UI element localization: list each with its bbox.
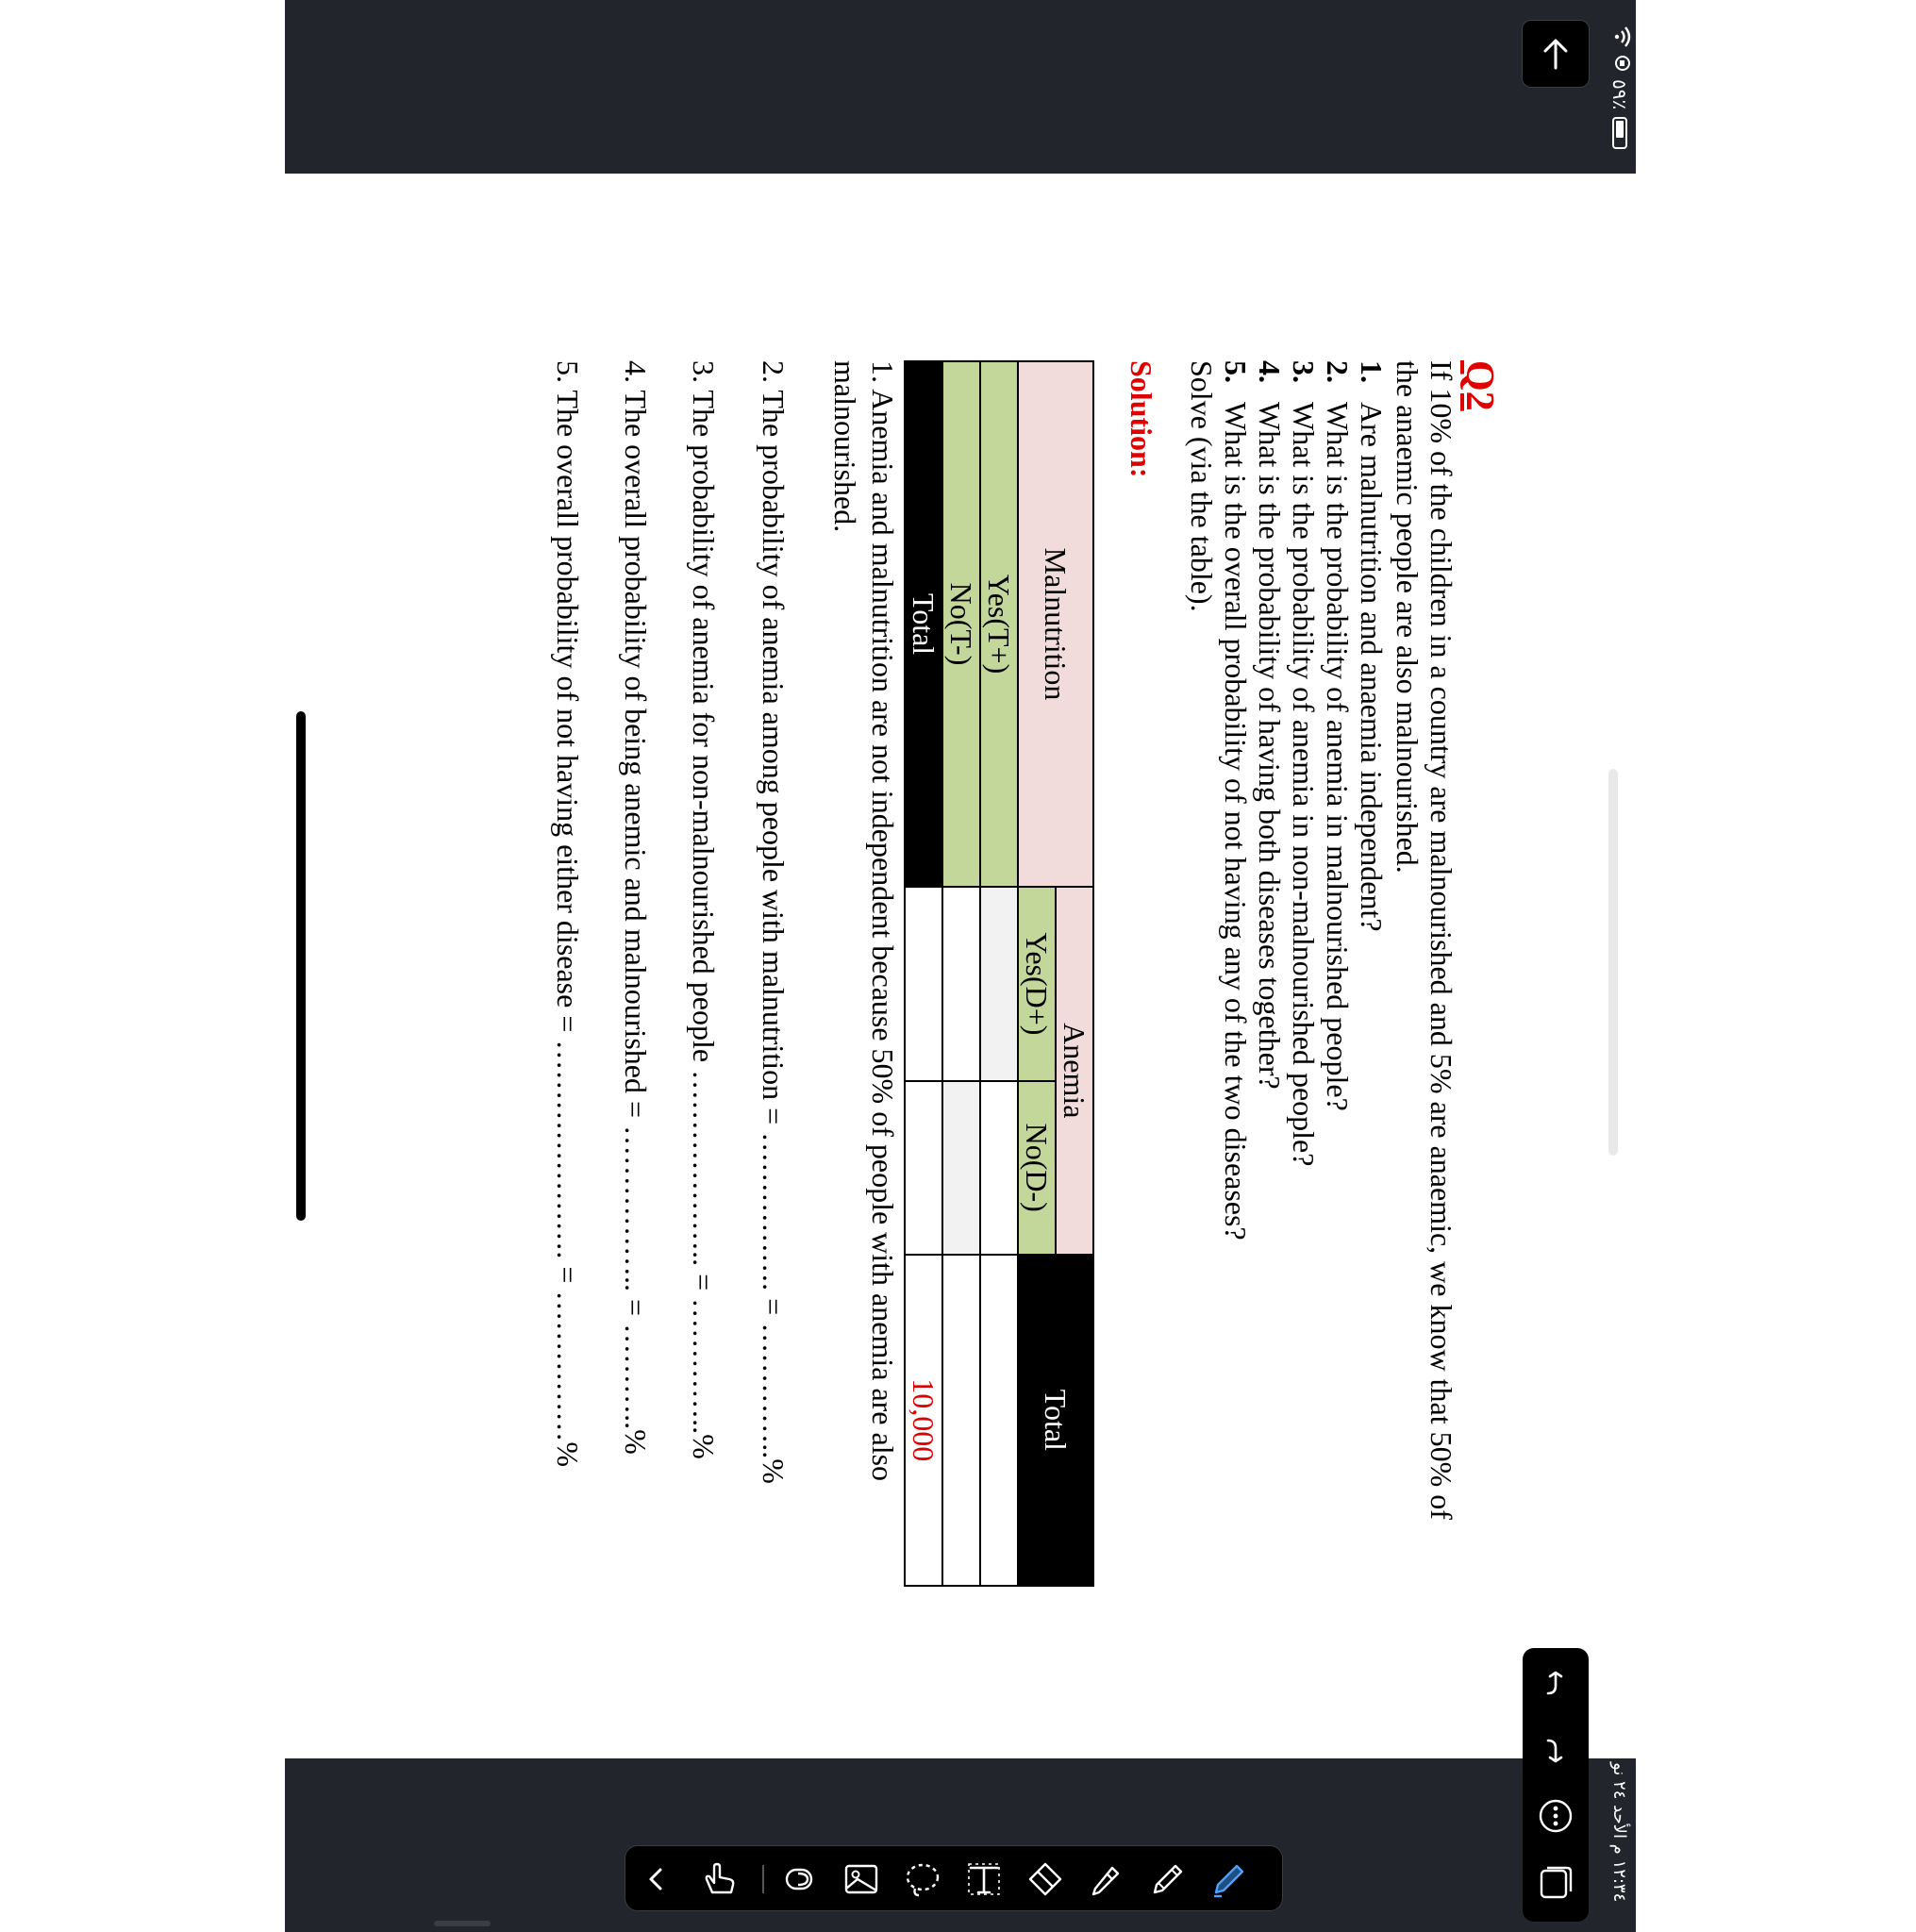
chevron-left-icon	[646, 1866, 665, 1892]
shape-lasso-tool[interactable]	[779, 1858, 821, 1900]
text-tool[interactable]	[963, 1858, 1005, 1900]
wifi-icon	[1608, 26, 1631, 47]
col-header-yes: Yes(D+)	[1018, 887, 1056, 1081]
cell-total-yes[interactable]	[905, 887, 942, 1081]
highlighter-tool[interactable]	[1086, 1858, 1127, 1900]
answer-2: 2. The probability of anemia among people with malnutrition = ……………. = …………..%	[757, 360, 791, 1484]
row-label-total: Total	[905, 361, 942, 887]
undo-button[interactable]	[1537, 1665, 1574, 1703]
redo-button[interactable]	[1537, 1731, 1574, 1769]
list-item: 5. What is the overall probability of not having any of the two diseases?	[1219, 360, 1253, 1241]
status-bar-left	[1604, 1762, 1636, 1923]
pencil-tool[interactable]	[1147, 1858, 1189, 1900]
undo-icon	[1542, 1671, 1569, 1697]
row-header-malnutrition: Malnutrition	[1018, 361, 1093, 887]
more-icon	[1539, 1799, 1573, 1833]
share-button[interactable]	[1522, 20, 1590, 88]
list-item: 1. Are malnutrition and anaemia independent?	[1355, 360, 1389, 932]
lasso-select-icon	[904, 1860, 941, 1898]
list-item: 2. What is the probability of anemia in malnourished people?	[1321, 360, 1355, 1111]
lasso-shape-icon	[781, 1860, 819, 1898]
image-tool[interactable]	[841, 1858, 882, 1900]
list-item: 3. What is the probability of anemia in non-malnourished people?	[1287, 360, 1321, 1167]
highlighter-icon	[1088, 1860, 1125, 1898]
text-tool-icon	[965, 1860, 1003, 1898]
question-list	[1219, 360, 1389, 1549]
cell-no-yes[interactable]	[942, 887, 980, 1081]
cell-no-no[interactable]	[942, 1081, 980, 1255]
battery-icon	[1612, 117, 1627, 149]
cell-yes-no[interactable]	[980, 1081, 1018, 1255]
pages-icon	[1539, 1865, 1573, 1899]
eraser-icon	[1026, 1860, 1064, 1898]
redo-icon	[1542, 1737, 1569, 1763]
image-icon	[842, 1860, 880, 1898]
pen-icon	[1210, 1860, 1248, 1898]
more-button[interactable]	[1537, 1797, 1574, 1835]
cell-yes-total[interactable]	[980, 1255, 1018, 1586]
page-scroll-indicator[interactable]	[1608, 769, 1618, 1156]
list-item: 4. What is the probability of having both diseases together?	[1253, 360, 1287, 1090]
battery-percent: ٥٩٪	[1608, 79, 1630, 110]
pages-button[interactable]	[1537, 1863, 1574, 1901]
toolbar-separator	[762, 1865, 764, 1893]
action-panel	[1523, 1648, 1589, 1922]
answer-3: 3. The probability of anemia for non-malnourished people ……………….. = …………..%	[687, 360, 721, 1459]
drawing-toolbar	[625, 1845, 1283, 1911]
contingency-table	[904, 360, 1094, 1587]
home-indicator	[434, 1921, 491, 1926]
cell-no-total[interactable]	[942, 1255, 980, 1586]
col-header-no: No(D-)	[1018, 1081, 1056, 1255]
lasso-tool[interactable]	[902, 1858, 943, 1900]
row-label-no: No(T-)	[942, 361, 980, 887]
question-intro: If 10% of the children in a country are malnourished and 5% are anaemic, we know that 50% of the anaemic people are also malnourished.	[1391, 360, 1458, 1520]
cell-total-no[interactable]	[905, 1081, 942, 1255]
status-time: ١٢:٣٤ م الأحد ٢٤ نو	[1609, 1762, 1630, 1903]
arrow-up-icon	[1541, 38, 1570, 70]
hand-tool[interactable]	[699, 1858, 741, 1900]
pen-tool[interactable]	[1208, 1858, 1250, 1900]
col-header-total: Total	[1018, 1255, 1093, 1586]
answer-4: 4. The overall probability of being anemic and malnourished = …………….. = ………..%	[619, 360, 653, 1455]
cell-grand-total: 10,000	[905, 1255, 942, 1586]
pencil-icon	[1149, 1860, 1187, 1898]
col-header-anemia: Anemia	[1056, 887, 1093, 1255]
hand-pointer-icon	[701, 1860, 739, 1898]
orientation-lock-icon	[1608, 55, 1631, 72]
solve-note: Solve (via the table).	[1185, 360, 1219, 612]
vertical-scroll-handle[interactable]	[296, 711, 306, 1221]
eraser-tool[interactable]	[1025, 1858, 1066, 1900]
collapse-toolbar-button[interactable]	[635, 1858, 676, 1900]
answer-1: 1. Anemia and malnutrition are not independent because 50% of people with anemia are also malnourished.	[828, 360, 900, 1482]
solution-title: Solution:	[1125, 360, 1158, 478]
cell-yes-yes[interactable]	[980, 887, 1018, 1081]
answer-5: 5. The overall probability of not having either disease = …………………. = ……………%	[551, 360, 585, 1468]
status-bar-right	[1604, 26, 1636, 168]
question-title: Q2	[1458, 360, 1501, 411]
top-bar	[285, 0, 1636, 174]
row-label-yes: Yes(T+)	[980, 361, 1018, 887]
